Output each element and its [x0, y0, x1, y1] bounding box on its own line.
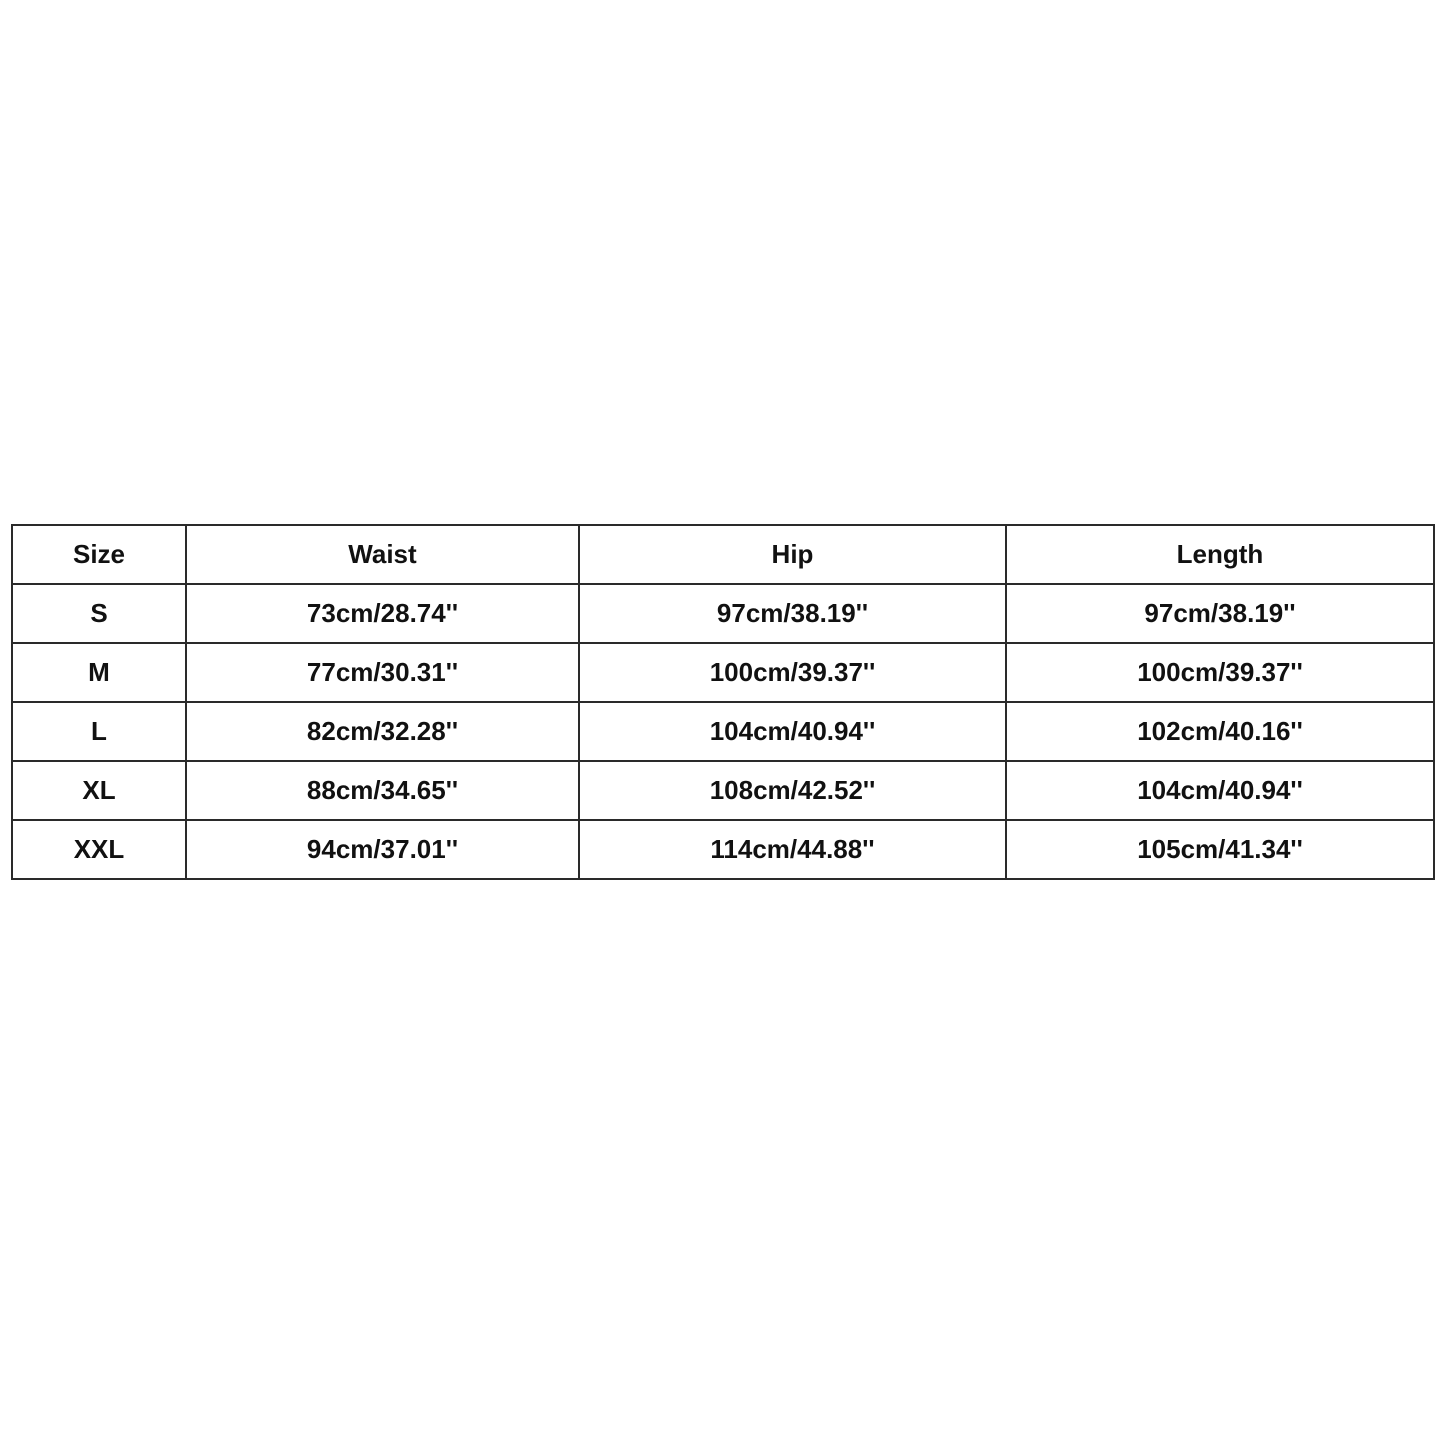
cell-hip: 108cm/42.52''	[579, 761, 1006, 820]
cell-size: XL	[12, 761, 186, 820]
header-length: Length	[1006, 525, 1434, 584]
cell-waist: 88cm/34.65''	[186, 761, 579, 820]
table-row	[12, 702, 1434, 761]
table-row	[12, 761, 1434, 820]
header-hip: Hip	[579, 525, 1006, 584]
cell-size: XXL	[12, 820, 186, 879]
cell-size: S	[12, 584, 186, 643]
table-header-row	[12, 525, 1434, 584]
cell-length: 105cm/41.34''	[1006, 820, 1434, 879]
cell-waist: 82cm/32.28''	[186, 702, 579, 761]
cell-hip: 114cm/44.88''	[579, 820, 1006, 879]
cell-hip: 100cm/39.37''	[579, 643, 1006, 702]
cell-waist: 73cm/28.74''	[186, 584, 579, 643]
cell-waist: 94cm/37.01''	[186, 820, 579, 879]
cell-hip: 97cm/38.19''	[579, 584, 1006, 643]
table-row	[12, 643, 1434, 702]
cell-waist: 77cm/30.31''	[186, 643, 579, 702]
cell-length: 100cm/39.37''	[1006, 643, 1434, 702]
cell-hip: 104cm/40.94''	[579, 702, 1006, 761]
table-row	[12, 584, 1434, 643]
cell-length: 104cm/40.94''	[1006, 761, 1434, 820]
size-chart-table	[11, 524, 1435, 880]
header-size: Size	[12, 525, 186, 584]
cell-size: L	[12, 702, 186, 761]
header-waist: Waist	[186, 525, 579, 584]
cell-size: M	[12, 643, 186, 702]
cell-length: 97cm/38.19''	[1006, 584, 1434, 643]
cell-length: 102cm/40.16''	[1006, 702, 1434, 761]
table-row	[12, 820, 1434, 879]
